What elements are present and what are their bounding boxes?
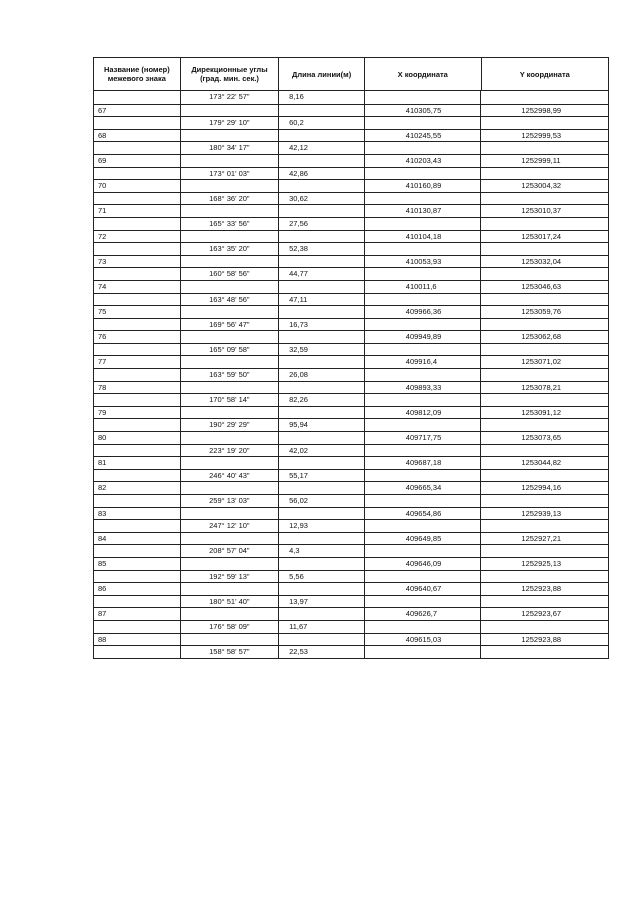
cell-length: 47,11: [279, 294, 365, 306]
cell-y: 1253091,12: [521, 407, 562, 417]
cell-name: 77: [94, 356, 181, 368]
cell-length: 56,02: [279, 495, 365, 507]
cell-y: [481, 319, 608, 331]
cell-name: 72: [94, 231, 181, 243]
cell-x: 409949,89: [365, 331, 482, 343]
cell-x: [365, 495, 482, 507]
cell-length: [279, 508, 365, 520]
cell-name: 87: [94, 608, 181, 620]
table-row: [94, 192, 608, 205]
table-row: [94, 456, 608, 469]
cell-length: 42,02: [279, 445, 365, 457]
cell-length: 8,16: [279, 91, 365, 104]
cell-name: 71: [94, 205, 181, 217]
cell-name: [94, 344, 181, 356]
cell-y: 1252999,53: [521, 130, 562, 140]
cell-length: 13,97: [279, 596, 365, 608]
cell-angle: [181, 508, 280, 520]
cell-angle: [181, 558, 280, 570]
cell-angle: [181, 407, 280, 419]
cell-length: [279, 558, 365, 570]
cell-x: 409615,03: [365, 634, 482, 646]
cell-x: [365, 394, 482, 406]
table-row: [94, 129, 608, 142]
table-row: [94, 242, 608, 255]
table-row: [94, 406, 608, 419]
cell-y: [481, 243, 608, 255]
table-row: [94, 633, 608, 646]
cell-y: 1253078,21: [521, 382, 562, 392]
cell-x: [365, 91, 482, 104]
cell-x: 409649,85: [365, 533, 482, 545]
cell-angle: [181, 457, 280, 469]
header-y: Y координата: [519, 69, 570, 79]
cell-y: [481, 520, 608, 532]
cell-length: 16,73: [279, 319, 365, 331]
cell-angle: 246° 40' 43": [181, 470, 280, 482]
cell-x: 410053,93: [365, 256, 482, 268]
cell-angle: [181, 180, 280, 192]
cell-length: [279, 231, 365, 243]
cell-angle: [181, 608, 280, 620]
cell-angle: 170° 58' 14": [181, 394, 280, 406]
cell-x: 410203,43: [365, 155, 482, 167]
cell-x: [365, 445, 482, 457]
cell-length: 11,67: [279, 621, 365, 633]
header-length: Длина линии(м): [279, 58, 365, 90]
table-row: [94, 167, 608, 180]
cell-angle: [181, 533, 280, 545]
cell-x: 410104,18: [365, 231, 482, 243]
cell-name: 83: [94, 508, 181, 520]
cell-x: [365, 520, 482, 532]
cell-y: 1253004,32: [521, 181, 562, 191]
cell-angle: 173° 01' 03": [181, 168, 280, 180]
cell-name: 74: [94, 281, 181, 293]
cell-angle: 180° 34' 17": [181, 142, 280, 154]
cell-y: 1252999,11: [521, 155, 561, 165]
cell-x: 409687,18: [365, 457, 482, 469]
cell-length: 4,3: [279, 545, 365, 557]
cell-angle: [181, 105, 280, 117]
cell-angle: 169° 56' 47": [181, 319, 280, 331]
table-row: [94, 280, 608, 293]
cell-angle: [181, 432, 280, 444]
cell-angle: 192° 59' 13": [181, 571, 280, 583]
cell-y: 1252927,21: [521, 533, 562, 543]
table-row: [94, 431, 608, 444]
cell-x: 409654,86: [365, 508, 482, 520]
cell-x: [365, 646, 482, 658]
cell-x: 409812,09: [365, 407, 482, 419]
cell-name: [94, 470, 181, 482]
table-row: [94, 293, 608, 306]
table-row: [94, 368, 608, 381]
cell-y: 1253073,65: [521, 433, 562, 443]
table-row: [94, 343, 608, 356]
cell-name: [94, 571, 181, 583]
cell-length: [279, 583, 365, 595]
cell-length: [279, 382, 365, 394]
table-row: [94, 645, 608, 658]
cell-name: [94, 117, 181, 129]
cell-length: 42,86: [279, 168, 365, 180]
cell-name: [94, 520, 181, 532]
cell-name: 73: [94, 256, 181, 268]
cell-angle: [181, 205, 280, 217]
cell-angle: 160° 58' 56": [181, 268, 280, 280]
cell-length: [279, 482, 365, 494]
table-row: [94, 381, 608, 394]
cell-name: [94, 596, 181, 608]
cell-angle: 247° 12' 10": [181, 520, 280, 532]
cell-name: [94, 319, 181, 331]
table-row: [94, 305, 608, 318]
cell-x: 409640,67: [365, 583, 482, 595]
cell-name: [94, 419, 181, 431]
cell-length: [279, 130, 365, 142]
header-x: X координата: [365, 58, 482, 90]
cell-name: 80: [94, 432, 181, 444]
cell-angle: 158° 58' 57": [181, 646, 280, 658]
cell-x: 409893,33: [365, 382, 482, 394]
cell-x: [365, 168, 482, 180]
cell-x: 409966,36: [365, 306, 482, 318]
cell-x: 409665,34: [365, 482, 482, 494]
cell-length: [279, 533, 365, 545]
cell-x: 409717,75: [365, 432, 482, 444]
cell-name: [94, 193, 181, 205]
cell-name: [94, 545, 181, 557]
cell-name: [94, 268, 181, 280]
cell-length: 26,08: [279, 369, 365, 381]
table-row: [94, 116, 608, 129]
cell-x: [365, 545, 482, 557]
cell-y: [481, 419, 608, 431]
cell-angle: [181, 231, 280, 243]
cell-y: 1253044,82: [521, 458, 562, 468]
table-row: [94, 557, 608, 570]
cell-y: 1253017,24: [521, 231, 562, 241]
cell-x: [365, 142, 482, 154]
cell-x: 410160,89: [365, 180, 482, 192]
table-row: [94, 154, 608, 167]
cell-angle: 176° 58' 09": [181, 621, 280, 633]
table-row: [94, 141, 608, 154]
cell-x: 410011,6: [365, 281, 482, 293]
cell-y: [481, 168, 608, 180]
cell-angle: 208° 57' 04": [181, 545, 280, 557]
cell-name: 86: [94, 583, 181, 595]
cell-angle: [181, 155, 280, 167]
cell-y: [481, 495, 608, 507]
cell-length: 27,56: [279, 218, 365, 230]
table-row: [94, 444, 608, 457]
cell-y: 1253062,68: [521, 332, 562, 342]
cell-name: 76: [94, 331, 181, 343]
cell-angle: 173° 22' 57": [181, 91, 280, 104]
cell-length: 30,62: [279, 193, 365, 205]
cell-y: 1252923,67: [521, 609, 562, 619]
cell-x: [365, 294, 482, 306]
cell-length: 44,77: [279, 268, 365, 280]
cell-length: [279, 331, 365, 343]
table-row: [94, 532, 608, 545]
cell-length: [279, 457, 365, 469]
cell-y: [481, 646, 608, 658]
cell-angle: 165° 09' 58": [181, 344, 280, 356]
cell-y: 1253032,04: [521, 256, 562, 266]
cell-length: 5,56: [279, 571, 365, 583]
cell-x: 409626,7: [365, 608, 482, 620]
cell-y: [481, 394, 608, 406]
cell-length: [279, 205, 365, 217]
cell-y: [481, 621, 608, 633]
cell-angle: 163° 48' 56": [181, 294, 280, 306]
cell-x: [365, 419, 482, 431]
cell-angle: 179° 29' 10": [181, 117, 280, 129]
table-row: [94, 355, 608, 368]
table-row: [94, 255, 608, 268]
cell-x: [365, 218, 482, 230]
cell-angle: [181, 256, 280, 268]
cell-x: [365, 596, 482, 608]
cell-x: [365, 470, 482, 482]
cell-y: [481, 344, 608, 356]
cell-y: [481, 268, 608, 280]
cell-x: [365, 319, 482, 331]
cell-x: 409916,4: [365, 356, 482, 368]
table-row: [94, 607, 608, 620]
cell-name: [94, 243, 181, 255]
cell-name: 68: [94, 130, 181, 142]
cell-angle: [181, 306, 280, 318]
cell-length: 55,17: [279, 470, 365, 482]
cell-y: [481, 571, 608, 583]
cell-y: 1252994,16: [521, 483, 562, 493]
cell-length: [279, 180, 365, 192]
cell-length: [279, 256, 365, 268]
cell-y: 1253071,02: [521, 357, 562, 367]
cell-y: [481, 545, 608, 557]
cell-angle: [181, 482, 280, 494]
cell-name: 84: [94, 533, 181, 545]
cell-name: 67: [94, 105, 181, 117]
cell-y: [481, 91, 608, 104]
cell-x: 409646,09: [365, 558, 482, 570]
cell-angle: 180° 51' 40": [181, 596, 280, 608]
cell-x: 410245,55: [365, 130, 482, 142]
cell-angle: [181, 356, 280, 368]
table-row: [94, 318, 608, 331]
cell-x: [365, 344, 482, 356]
table-row: [94, 418, 608, 431]
cell-length: 22,53: [279, 646, 365, 658]
cell-y: [481, 218, 608, 230]
table-row: [94, 469, 608, 482]
cell-x: [365, 621, 482, 633]
cell-length: [279, 306, 365, 318]
cell-x: [365, 117, 482, 129]
cell-name: 82: [94, 482, 181, 494]
cell-x: [365, 571, 482, 583]
table-row: [94, 104, 608, 117]
cell-y: [481, 117, 608, 129]
cell-x: [365, 193, 482, 205]
cell-y: 1253010,37: [521, 206, 562, 216]
cell-y: [481, 193, 608, 205]
cell-x: [365, 243, 482, 255]
table-row: [94, 217, 608, 230]
table-row: [94, 620, 608, 633]
cell-name: [94, 294, 181, 306]
cell-name: 70: [94, 180, 181, 192]
coordinates-table: [93, 57, 609, 659]
cell-name: 81: [94, 457, 181, 469]
cell-length: 82,26: [279, 394, 365, 406]
table-row: [94, 544, 608, 557]
cell-y: 1252923,88: [521, 634, 562, 644]
table-row: [94, 204, 608, 217]
cell-x: 410305,75: [365, 105, 482, 117]
cell-name: [94, 646, 181, 658]
table-row: [94, 507, 608, 520]
cell-y: 1253059,76: [521, 307, 562, 317]
cell-length: 32,59: [279, 344, 365, 356]
cell-y: 1252925,13: [521, 558, 562, 568]
cell-y: 1252998,99: [521, 105, 562, 115]
cell-name: [94, 621, 181, 633]
cell-name: [94, 369, 181, 381]
cell-y: 1253046,63: [521, 281, 562, 291]
cell-name: [94, 142, 181, 154]
cell-length: [279, 155, 365, 167]
cell-angle: 165° 33' 56": [181, 218, 280, 230]
cell-length: [279, 281, 365, 293]
cell-angle: 223° 19' 20": [181, 445, 280, 457]
cell-name: [94, 495, 181, 507]
table-body: [93, 90, 609, 659]
cell-y: [481, 294, 608, 306]
cell-length: [279, 407, 365, 419]
cell-name: 79: [94, 407, 181, 419]
cell-y: [481, 596, 608, 608]
cell-name: 78: [94, 382, 181, 394]
cell-length: 95,94: [279, 419, 365, 431]
table-row: [94, 595, 608, 608]
cell-name: 75: [94, 306, 181, 318]
cell-angle: 168° 36' 20": [181, 193, 280, 205]
cell-y: 1252923,88: [521, 584, 562, 594]
cell-length: [279, 356, 365, 368]
cell-y: 1252939,13: [521, 508, 562, 518]
cell-angle: 190° 29' 29": [181, 419, 280, 431]
cell-length: [279, 105, 365, 117]
cell-length: 12,93: [279, 520, 365, 532]
table-row: [94, 582, 608, 595]
table-row: [94, 179, 608, 192]
table-row: [94, 230, 608, 243]
cell-length: [279, 634, 365, 646]
table-header: [93, 57, 609, 90]
table-row: [94, 481, 608, 494]
cell-angle: [181, 130, 280, 142]
cell-length: [279, 432, 365, 444]
table-row: [94, 330, 608, 343]
table-row: [94, 570, 608, 583]
cell-y: [481, 142, 608, 154]
cell-name: 85: [94, 558, 181, 570]
cell-name: [94, 394, 181, 406]
cell-name: [94, 445, 181, 457]
cell-length: 60,2: [279, 117, 365, 129]
cell-angle: [181, 382, 280, 394]
cell-length: [279, 608, 365, 620]
cell-angle: 163° 35' 20": [181, 243, 280, 255]
cell-angle: [181, 634, 280, 646]
header-name: Название (номер) межевого знака: [94, 58, 181, 90]
cell-y: [481, 445, 608, 457]
table-row: [94, 91, 608, 104]
cell-angle: [181, 583, 280, 595]
cell-x: 410130,87: [365, 205, 482, 217]
cell-angle: 163° 59' 50": [181, 369, 280, 381]
cell-length: 42,12: [279, 142, 365, 154]
cell-name: 88: [94, 634, 181, 646]
cell-name: [94, 218, 181, 230]
cell-name: [94, 168, 181, 180]
header-angle: Дирекционные углы (град. мин. сек.): [181, 58, 280, 90]
cell-angle: [181, 331, 280, 343]
cell-y: [481, 470, 608, 482]
cell-x: [365, 268, 482, 280]
cell-angle: [181, 281, 280, 293]
cell-angle: 259° 13' 03": [181, 495, 280, 507]
table-row: [94, 519, 608, 532]
cell-length: 52,38: [279, 243, 365, 255]
table-row: [94, 267, 608, 280]
table-row: [94, 393, 608, 406]
cell-name: 69: [94, 155, 181, 167]
cell-y: [481, 369, 608, 381]
table-row: [94, 494, 608, 507]
cell-x: [365, 369, 482, 381]
cell-name: [94, 91, 181, 104]
